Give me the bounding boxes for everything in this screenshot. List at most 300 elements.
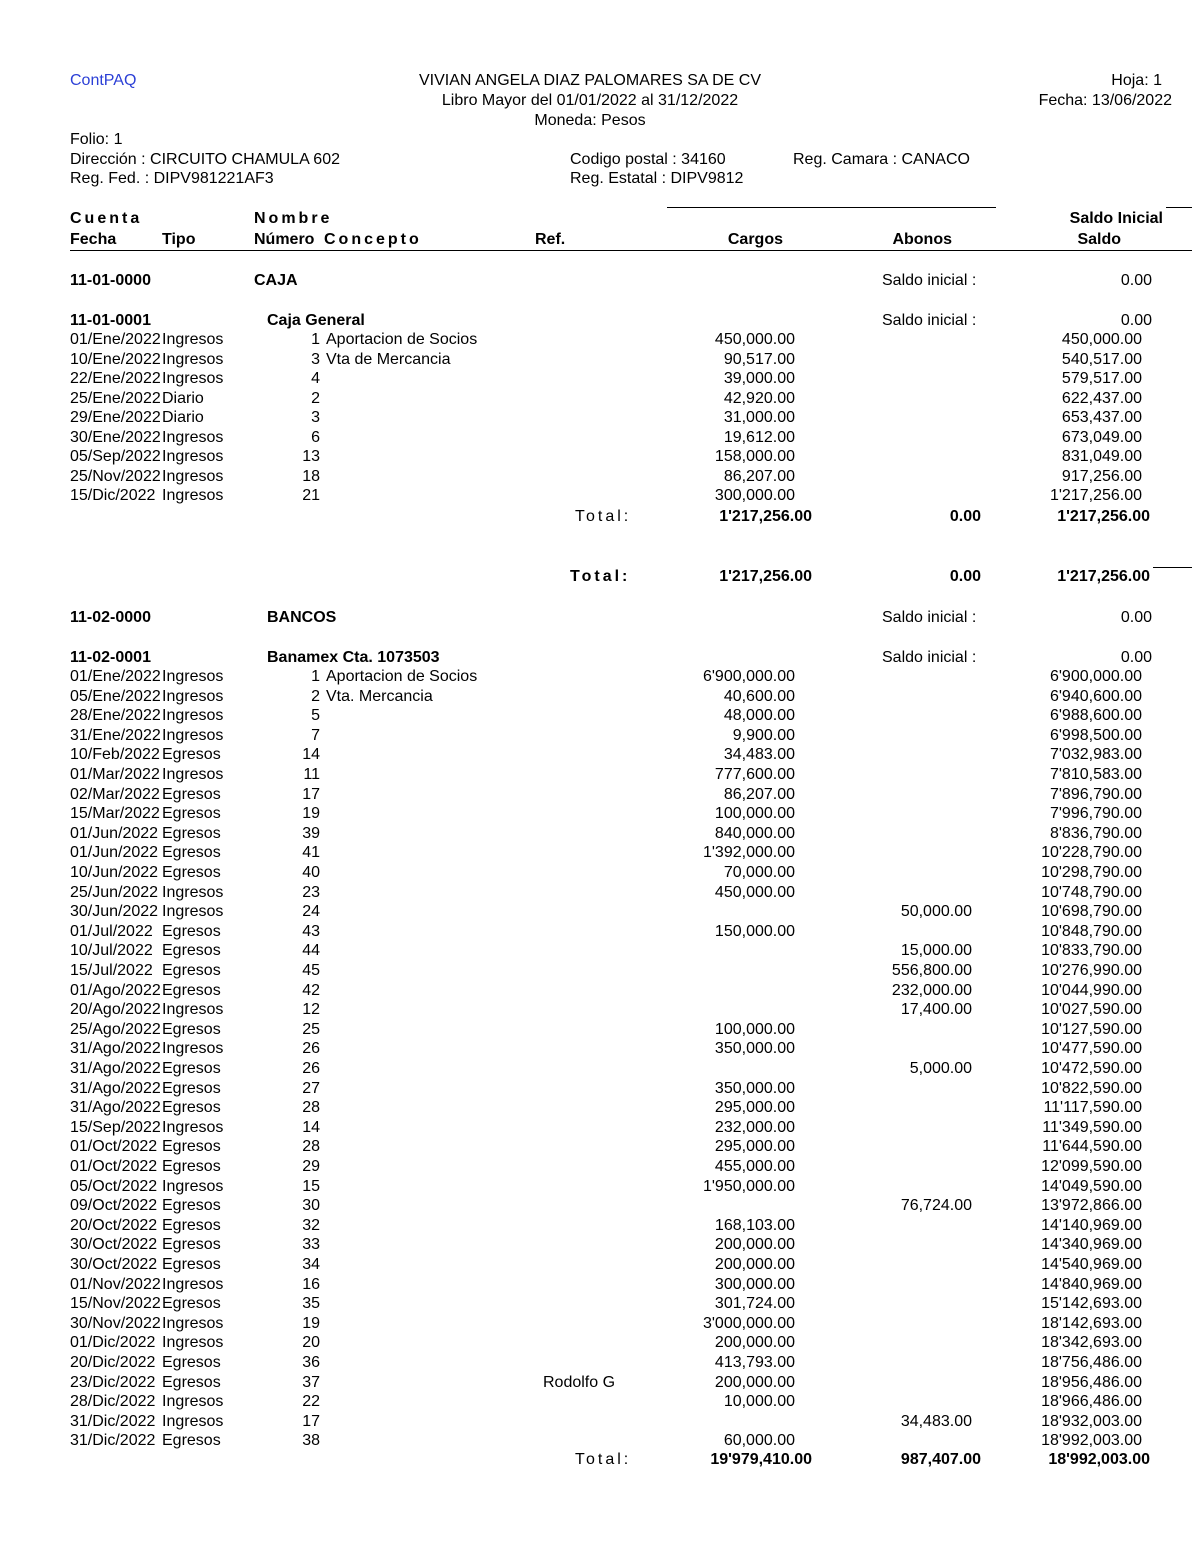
ledger-row (0, 942, 1200, 962)
row-date: 01/Dic/2022 (70, 1334, 156, 1352)
row-abono: 34,483.00 (900, 1412, 972, 1430)
ledger-row (0, 746, 1200, 766)
row-date: 31/Ago/2022 (70, 1099, 161, 1117)
row-date: 31/Ago/2022 (70, 1040, 161, 1058)
row-date: 31/Ago/2022 (70, 1060, 161, 1077)
row-type: Egresos (162, 805, 221, 823)
row-cargo: 455,000.00 (714, 1158, 795, 1175)
currency-label: Moneda: Pesos (534, 112, 646, 129)
row-number: 38 (302, 1432, 320, 1450)
row-cargo: 1'950,000.00 (702, 1177, 795, 1195)
reg-camara: Reg. Camara : CANACO (793, 151, 970, 168)
row-saldo: 14'340,969.00 (1041, 1236, 1142, 1254)
row-number: 45 (302, 962, 320, 979)
row-date: 10/Ene/2022 (70, 350, 161, 368)
ledger-row (0, 982, 1200, 1002)
row-number: 41 (302, 844, 320, 862)
subaccount-name: Caja General (267, 312, 365, 329)
ledger-row (0, 805, 1200, 825)
address: Dirección : CIRCUITO CHAMULA 602 (70, 151, 340, 168)
row-saldo: 18'142,693.00 (1041, 1314, 1142, 1332)
row-abono: 17,400.00 (900, 1001, 972, 1019)
ledger-row (0, 429, 1200, 449)
row-type: Ingresos (162, 1001, 224, 1019)
ledger-row (0, 1158, 1200, 1178)
ledger-row (0, 903, 1200, 923)
row-saldo: 14'840,969.00 (1041, 1275, 1142, 1293)
row-number: 43 (302, 922, 320, 940)
subtotal-abonos: 0.00 (949, 508, 981, 525)
folio: Folio: 1 (70, 131, 123, 148)
row-number: 19 (302, 805, 320, 823)
row-cargo: 158,000.00 (714, 448, 795, 465)
row-date: 01/Jun/2022 (70, 824, 159, 842)
row-number: 40 (302, 864, 320, 881)
row-saldo: 10'127,590.00 (1041, 1020, 1142, 1038)
account-name: BANCOS (267, 609, 337, 626)
row-cargo: 34,483.00 (723, 746, 795, 764)
ledger-row (0, 409, 1200, 429)
ledger-row (0, 923, 1200, 943)
ledger-row (0, 1354, 1200, 1374)
row-concept: Aportacion de Socios (326, 331, 478, 348)
reg-fed: Reg. Fed. : DIPV981221AF3 (70, 170, 274, 187)
row-date: 29/Ene/2022 (70, 409, 161, 426)
row-date: 01/Ago/2022 (70, 981, 161, 999)
row-number: 14 (302, 1118, 320, 1136)
row-date: 01/Oct/2022 (70, 1138, 158, 1156)
row-number: 39 (302, 824, 320, 842)
subtotal-abonos: 987,407.00 (900, 1451, 981, 1468)
row-cargo: 100,000.00 (714, 805, 795, 823)
row-date: 10/Jul/2022 (70, 942, 153, 960)
row-saldo: 540,517.00 (1061, 350, 1142, 368)
row-number: 42 (302, 981, 320, 999)
row-cargo: 840,000.00 (714, 824, 795, 842)
row-cargo: 40,600.00 (723, 687, 795, 705)
col-saldo-inicial: Saldo Inicial (1069, 210, 1163, 227)
row-concept: Vta. Mercancia (326, 687, 433, 705)
row-saldo: 18'932,003.00 (1041, 1412, 1142, 1430)
row-number: 19 (302, 1314, 320, 1332)
row-type: Egresos (162, 1295, 221, 1313)
row-saldo: 579,517.00 (1061, 370, 1142, 387)
row-saldo: 7'032,983.00 (1049, 746, 1142, 764)
row-type: Egresos (162, 1138, 221, 1156)
subtotal-label: Total: (575, 508, 632, 525)
row-type: Egresos (162, 981, 221, 999)
row-number: 29 (302, 1158, 320, 1175)
row-number: 1 (311, 668, 320, 685)
row-cargo: 450,000.00 (714, 883, 795, 901)
account-code: 11-02-0000 (70, 609, 151, 626)
row-type: Ingresos (162, 370, 224, 387)
col-ref: Ref. (535, 231, 566, 248)
row-type: Ingresos (162, 668, 224, 685)
row-cargo: 100,000.00 (714, 1020, 795, 1038)
row-saldo: 10'833,790.00 (1041, 942, 1142, 960)
row-date: 15/Mar/2022 (70, 805, 160, 823)
row-saldo: 10'044,990.00 (1041, 981, 1142, 999)
row-saldo: 10'477,590.00 (1041, 1040, 1142, 1058)
subaccount-name: Banamex Cta. 1073503 (267, 649, 440, 666)
row-cargo: 200,000.00 (714, 1236, 795, 1254)
ledger-row (0, 1236, 1200, 1256)
row-abono: 76,724.00 (900, 1197, 972, 1215)
ledger-row (0, 668, 1200, 688)
row-saldo: 14'049,590.00 (1041, 1177, 1142, 1195)
row-number: 20 (302, 1334, 320, 1352)
row-cargo: 48,000.00 (723, 707, 795, 725)
row-saldo: 14'540,969.00 (1041, 1256, 1142, 1273)
row-cargo: 777,600.00 (714, 766, 795, 783)
row-date: 31/Ago/2022 (70, 1079, 161, 1097)
ledger-row (0, 1099, 1200, 1119)
row-type: Egresos (162, 1354, 221, 1371)
row-cargo: 60,000.00 (723, 1432, 795, 1450)
row-date: 01/Oct/2022 (70, 1158, 158, 1175)
row-saldo: 6'900,000.00 (1049, 668, 1142, 685)
row-cargo: 90,517.00 (723, 350, 795, 368)
row-saldo: 11'349,590.00 (1042, 1118, 1142, 1136)
row-saldo: 653,437.00 (1061, 409, 1142, 426)
book-title: Libro Mayor del 01/01/2022 al 31/12/2022 (441, 92, 739, 109)
row-type: Ingresos (162, 903, 224, 921)
ledger-row (0, 707, 1200, 727)
row-cargo: 3'000,000.00 (702, 1314, 795, 1332)
ledger-row (0, 1060, 1200, 1080)
row-cargo: 86,207.00 (723, 467, 795, 485)
row-type: Egresos (162, 1236, 221, 1254)
row-cargo: 301,724.00 (714, 1295, 795, 1313)
opening-balance-label: Saldo inicial : (882, 609, 977, 626)
row-number: 21 (302, 487, 320, 504)
account-total-cargos: 1'217,256.00 (719, 568, 812, 585)
row-abono: 5,000.00 (909, 1060, 972, 1077)
row-type: Ingresos (162, 428, 224, 446)
ledger-row (0, 884, 1200, 904)
row-date: 10/Feb/2022 (70, 746, 160, 764)
row-number: 33 (302, 1236, 320, 1254)
row-type: Ingresos (162, 1393, 224, 1411)
col-cuenta: Cuenta (70, 210, 143, 227)
ledger-row (0, 825, 1200, 845)
row-saldo: 18'966,486.00 (1041, 1393, 1142, 1411)
row-type: Egresos (162, 1256, 221, 1273)
row-date: 01/Nov/2022 (70, 1275, 161, 1293)
subtotal-label: Total: (575, 1451, 632, 1468)
header-bottom-rule (70, 250, 1192, 251)
row-type: Ingresos (162, 687, 224, 705)
row-cargo: 19,612.00 (723, 428, 795, 446)
row-type: Egresos (162, 1197, 221, 1215)
row-date: 20/Dic/2022 (70, 1354, 156, 1371)
ledger-row (0, 1432, 1200, 1452)
row-date: 10/Jun/2022 (70, 864, 159, 881)
row-date: 01/Mar/2022 (70, 766, 160, 783)
row-type: Egresos (162, 824, 221, 842)
row-cargo: 39,000.00 (723, 370, 795, 387)
ledger-row (0, 1119, 1200, 1139)
row-type: Egresos (162, 746, 221, 764)
row-number: 34 (302, 1256, 320, 1273)
brand-name: ContPAQ (70, 72, 137, 89)
row-type: Egresos (162, 1060, 221, 1077)
row-cargo: 450,000.00 (714, 331, 795, 348)
row-date: 05/Oct/2022 (70, 1177, 158, 1195)
row-saldo: 7'996,790.00 (1049, 805, 1142, 823)
company-name: VIVIAN ANGELA DIAZ PALOMARES SA DE CV (418, 72, 762, 89)
row-saldo: 18'756,486.00 (1041, 1354, 1142, 1371)
row-number: 7 (311, 726, 320, 744)
row-cargo: 1'392,000.00 (702, 844, 795, 862)
row-date: 30/Oct/2022 (70, 1256, 158, 1273)
row-date: 02/Mar/2022 (70, 785, 160, 803)
row-type: Egresos (162, 1079, 221, 1097)
row-date: 20/Oct/2022 (70, 1216, 158, 1234)
row-cargo: 168,103.00 (714, 1216, 795, 1234)
row-date: 25/Ago/2022 (70, 1020, 161, 1038)
row-date: 25/Ene/2022 (70, 389, 161, 407)
row-saldo: 6'998,500.00 (1049, 726, 1142, 744)
row-type: Ingresos (162, 1334, 224, 1352)
row-number: 5 (311, 707, 320, 725)
row-date: 30/Ene/2022 (70, 428, 161, 446)
row-number: 14 (302, 746, 320, 764)
row-date: 09/Oct/2022 (70, 1197, 158, 1215)
row-saldo: 10'748,790.00 (1041, 883, 1142, 901)
row-cargo: 295,000.00 (714, 1099, 795, 1117)
ledger-row (0, 766, 1200, 786)
row-number: 37 (302, 1373, 320, 1391)
row-cargo: 31,000.00 (723, 409, 795, 426)
row-type: Ingresos (162, 1177, 224, 1195)
row-date: 31/Ene/2022 (70, 726, 161, 744)
row-type: Ingresos (162, 467, 224, 485)
ledger-row (0, 1178, 1200, 1198)
row-date: 05/Ene/2022 (70, 687, 161, 705)
row-saldo: 18'992,003.00 (1041, 1432, 1142, 1450)
row-number: 22 (302, 1393, 320, 1411)
col-nombre: Nombre (254, 210, 333, 227)
row-date: 22/Ene/2022 (70, 370, 161, 387)
ledger-row (0, 844, 1200, 864)
row-type: Egresos (162, 1099, 221, 1117)
row-saldo: 18'342,693.00 (1041, 1334, 1142, 1352)
ledger-row (0, 962, 1200, 982)
row-saldo: 6'940,600.00 (1049, 687, 1142, 705)
row-date: 30/Nov/2022 (70, 1314, 161, 1332)
ledger-row (0, 727, 1200, 747)
row-type: Ingresos (162, 350, 224, 368)
row-number: 32 (302, 1216, 320, 1234)
subtotal-saldo: 18'992,003.00 (1048, 1451, 1150, 1468)
row-saldo: 18'956,486.00 (1041, 1373, 1142, 1391)
reg-estatal: Reg. Estatal : DIPV9812 (570, 170, 744, 187)
row-abono: 556,800.00 (891, 962, 972, 979)
row-cargo: 200,000.00 (714, 1256, 795, 1273)
ledger-row (0, 864, 1200, 884)
row-cargo: 200,000.00 (714, 1373, 795, 1391)
col-saldo: Saldo (1077, 231, 1121, 248)
row-number: 2 (311, 389, 320, 407)
ledger-row (0, 351, 1200, 371)
col-fecha: Fecha (70, 231, 117, 248)
row-type: Diario (162, 409, 204, 426)
ledger-row (0, 1256, 1200, 1276)
row-type: Ingresos (162, 487, 224, 504)
page-number: Hoja: 1 (1111, 72, 1162, 89)
opening-balance-value: 0.00 (1120, 609, 1152, 626)
row-type: Egresos (162, 1158, 221, 1175)
row-number: 23 (302, 883, 320, 901)
row-date: 15/Nov/2022 (70, 1295, 161, 1313)
row-abono: 15,000.00 (900, 942, 972, 960)
row-ref: Rodolfo G (543, 1373, 616, 1391)
row-number: 6 (311, 428, 320, 446)
ledger-row (0, 370, 1200, 390)
row-cargo: 70,000.00 (723, 864, 795, 881)
row-saldo: 1'217,256.00 (1049, 487, 1142, 504)
row-saldo: 11'644,590.00 (1042, 1138, 1142, 1156)
row-type: Ingresos (162, 707, 224, 725)
row-type: Ingresos (162, 331, 224, 348)
row-type: Ingresos (162, 726, 224, 744)
row-number: 4 (311, 370, 320, 387)
row-date: 15/Sep/2022 (70, 1118, 161, 1136)
row-number: 13 (302, 448, 320, 465)
row-saldo: 10'472,590.00 (1041, 1060, 1142, 1077)
row-saldo: 673,049.00 (1061, 428, 1142, 446)
row-saldo: 831,049.00 (1061, 448, 1142, 465)
ledger-row (0, 487, 1200, 507)
ledger-row (0, 1374, 1200, 1394)
row-date: 01/Jun/2022 (70, 844, 159, 862)
row-date: 01/Jul/2022 (70, 922, 153, 940)
row-concept: Aportacion de Socios (326, 668, 478, 685)
subaccount-code: 11-02-0001 (70, 649, 151, 666)
row-date: 01/Ene/2022 (70, 668, 161, 685)
col-tipo: Tipo (162, 231, 196, 248)
row-number: 17 (302, 785, 320, 803)
ledger-row (0, 331, 1200, 351)
account-code: 11-01-0000 (70, 272, 151, 289)
header-top-rule (667, 207, 996, 208)
ledger-row (0, 1276, 1200, 1296)
ledger-row (0, 1295, 1200, 1315)
row-type: Egresos (162, 1216, 221, 1234)
row-saldo: 450,000.00 (1061, 331, 1142, 348)
row-cargo: 42,920.00 (723, 389, 795, 407)
ledger-row (0, 1393, 1200, 1413)
opening-balance-label: Saldo inicial : (882, 649, 977, 666)
row-cargo: 6'900,000.00 (702, 668, 795, 685)
row-number: 1 (311, 331, 320, 348)
col-cargos: Cargos (727, 231, 783, 248)
row-saldo: 13'972,866.00 (1041, 1197, 1142, 1215)
row-number: 15 (302, 1177, 320, 1195)
row-cargo: 413,793.00 (714, 1354, 795, 1371)
ledger-row (0, 1197, 1200, 1217)
row-date: 28/Dic/2022 (70, 1393, 156, 1411)
row-type: Egresos (162, 1373, 221, 1391)
row-saldo: 12'099,590.00 (1041, 1158, 1142, 1175)
row-number: 11 (303, 766, 320, 783)
row-saldo: 15'142,693.00 (1041, 1295, 1142, 1313)
row-type: Diario (162, 389, 204, 407)
subtotal-cargos: 1'217,256.00 (719, 508, 812, 525)
row-cargo: 300,000.00 (714, 1275, 795, 1293)
row-number: 28 (302, 1099, 320, 1117)
total-rule (1153, 567, 1192, 568)
row-type: Egresos (162, 1432, 221, 1450)
ledger-row (0, 688, 1200, 708)
row-abono: 50,000.00 (900, 903, 972, 921)
row-type: Egresos (162, 922, 221, 940)
row-date: 30/Jun/2022 (70, 903, 159, 921)
row-type: Ingresos (162, 1314, 224, 1332)
row-number: 3 (311, 350, 320, 368)
row-number: 24 (302, 903, 320, 921)
subtotal-cargos: 19'979,410.00 (710, 1451, 812, 1468)
row-cargo: 86,207.00 (723, 785, 795, 803)
row-type: Ingresos (162, 766, 224, 783)
row-date: 31/Dic/2022 (70, 1412, 156, 1430)
ledger-row (0, 448, 1200, 468)
opening-balance-value: 0.00 (1120, 649, 1152, 666)
opening-balance-value: 0.00 (1120, 272, 1152, 289)
row-number: 25 (302, 1020, 320, 1038)
row-saldo: 10'027,590.00 (1041, 1001, 1142, 1019)
row-saldo: 917,256.00 (1061, 467, 1142, 485)
row-cargo: 150,000.00 (714, 922, 795, 940)
row-date: 31/Dic/2022 (70, 1432, 156, 1450)
row-number: 3 (311, 409, 320, 426)
row-cargo: 350,000.00 (714, 1079, 795, 1097)
ledger-row (0, 1001, 1200, 1021)
row-number: 12 (302, 1001, 320, 1019)
row-type: Ingresos (162, 448, 224, 465)
row-type: Ingresos (162, 1412, 224, 1430)
ledger-row (0, 1217, 1200, 1237)
row-cargo: 200,000.00 (714, 1334, 795, 1352)
account-total-saldo: 1'217,256.00 (1057, 568, 1150, 585)
row-type: Egresos (162, 785, 221, 803)
row-saldo: 10'698,790.00 (1041, 903, 1142, 921)
col-concepto: Concepto (324, 231, 422, 248)
row-number: 28 (302, 1138, 320, 1156)
row-saldo: 622,437.00 (1061, 389, 1142, 407)
row-number: 17 (302, 1412, 320, 1430)
ledger-row (0, 1040, 1200, 1060)
row-number: 30 (302, 1197, 320, 1215)
report-date: Fecha: 13/06/2022 (1038, 92, 1172, 109)
opening-balance-label: Saldo inicial : (882, 272, 977, 289)
row-saldo: 8'836,790.00 (1049, 824, 1142, 842)
col-abonos: Abonos (892, 231, 952, 248)
account-total-abonos: 0.00 (949, 568, 981, 585)
postal-code: Codigo postal : 34160 (570, 151, 726, 168)
subaccount-code: 11-01-0001 (70, 312, 151, 329)
row-saldo: 7'896,790.00 (1049, 785, 1142, 803)
row-cargo: 350,000.00 (714, 1040, 795, 1058)
row-saldo: 14'140,969.00 (1041, 1216, 1142, 1234)
row-date: 25/Jun/2022 (70, 883, 159, 901)
row-date: 30/Oct/2022 (70, 1236, 158, 1254)
row-date: 20/Ago/2022 (70, 1001, 161, 1019)
row-cargo: 300,000.00 (714, 487, 795, 504)
row-number: 27 (302, 1079, 320, 1097)
